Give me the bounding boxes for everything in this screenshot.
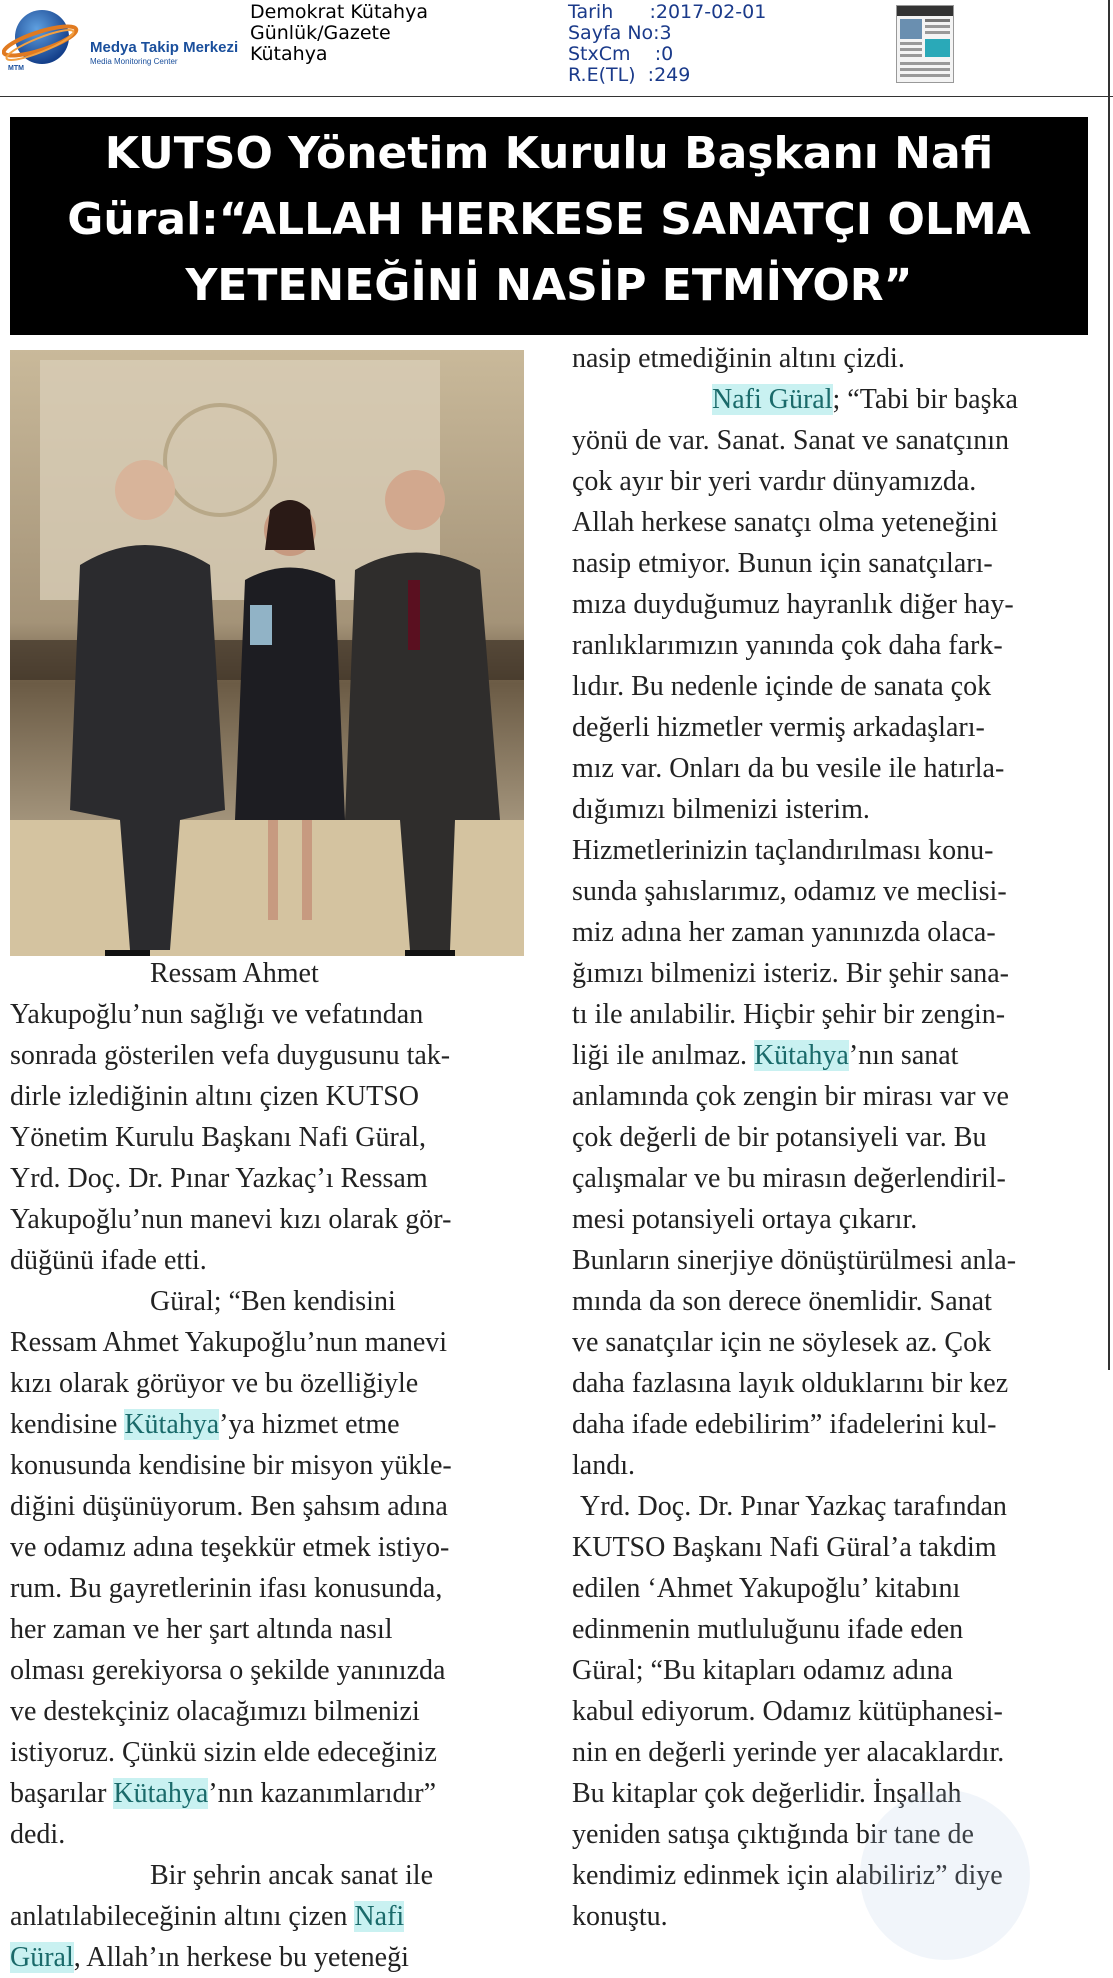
meta-page: Sayfa No:3 [568,22,672,44]
text-span: , Allah’ın herkese bu yeteneği [73,1942,409,1973]
text-line: konusunda kendisine bir misyon yükle- [10,1450,452,1481]
text-line: çok ayır bir yeri vardır dünyamızda. [572,466,977,497]
logo-name: Medya Takip Merkezi [90,39,239,56]
text-line: Allah herkese sanatçı olma yeteneğini [572,507,999,538]
highlight-keyword: Kütahya [124,1409,220,1440]
article-photo [10,350,524,956]
text-line: Yrd. Doç. Dr. Pınar Yazkaç’ı Ressam [10,1163,428,1194]
text-line: dığımızı bilmenizi isterim. [572,794,870,825]
meta-ad-value: R.E(TL) :249 [568,64,691,86]
text-line: Güral; “Ben kendisini [150,1286,396,1317]
text-line: kabul ediyorum. Odamız kütüphanesi- [572,1696,1003,1727]
text-line: Bunların sinerjiye dönüştürülmesi anla- [572,1245,1017,1276]
text-line: edilen ‘Ahmet Yakupoğlu’ kitabını [572,1573,961,1604]
text-line: Yrd. Doç. Dr. Pınar Yazkaç tarafından [580,1491,1007,1522]
text-line: değerli hizmetler vermiş arkadaşları- [572,712,985,743]
text-line [10,1896,525,1937]
text-line [10,1773,525,1814]
text-line: Bir şehrin ancak sanat ile [150,1860,434,1891]
logo-text [90,39,238,66]
text-line: Yönetim Kurulu Başkanı Nafi Güral, [10,1122,427,1153]
watermark-logo [860,1790,1030,1960]
text-span: anlatılabileceğinin altını çizen [10,1901,355,1932]
highlight-keyword: Güral [10,1942,74,1973]
text-line [572,1035,1092,1076]
headline-line-2: Güral:“ALLAH HERKESE SANATÇI OLMA [67,194,1031,245]
text-line: lıdır. Bu nedenle içinde de sanata çok [572,671,992,702]
text-line: ve destekçiniz olacağımızı bilmenizi [10,1696,420,1727]
text-line: Ressam Ahmet Yakupoğlu’nun manevi [10,1327,448,1358]
text-line: sonrada gösterilen vefa duygusunu tak- [10,1040,451,1071]
clipping-meta [568,2,766,86]
text-line: dedi. [10,1819,66,1850]
text-line: istiyoruz. Çünkü sizin elde edeceğiniz [10,1737,437,1768]
text-line: çok değerli de bir potansiyeli var. Bu [572,1122,987,1153]
text-line: ve sanatçılar için ne söylesek az. Çok [572,1327,992,1358]
text-line: Güral; “Bu kitapları odamız adına [572,1655,953,1686]
text-line: olması gerekiyorsa o şekilde yanınızda [10,1655,446,1686]
text-line: konuştu. [572,1901,668,1932]
text-line: çalışmalar ve bu mirasın değerlendiril- [572,1163,1006,1194]
clipping-header [0,0,1113,97]
text-span: kendisine [10,1409,125,1440]
text-line: yönü de var. Sanat. Sanat ve sanatçının [572,425,1009,456]
text-line: rum. Bu gayretlerinin ifası konusunda, [10,1573,443,1604]
highlight-keyword: Kütahya [113,1778,209,1809]
mtm-logo [2,5,247,77]
column-rule [1108,0,1110,1370]
text-span: ; “Tabi bir başka [832,384,1018,415]
highlight-keyword: Nafi Güral [712,384,833,415]
text-line: her zaman ve her şart altında nasıl [10,1614,393,1645]
text-line: diğini düşünüyorum. Ben şahsım adına [10,1491,448,1522]
text-line: mız var. Onları da bu vesile ile hatırla- [572,753,1005,784]
publication-info [250,2,428,65]
text-line [572,379,1092,420]
article-column-left [10,953,525,1978]
text-line: dirle izlediğinin altını çizen KUTSO [10,1081,420,1112]
text-line: ve odamız adına teşekkür etmek istiyo- [10,1532,450,1563]
text-line: daha fazlasına layık olduklarını bir kez [572,1368,1009,1399]
text-line: nasip etmediğinin altını çizdi. [572,343,905,374]
text-line: nasip etmiyor. Bunun için sanatçıları- [572,548,993,579]
text-span: ’ya hizmet etme [219,1409,400,1440]
text-line: anlamında çok zengin bir mirası var ve [572,1081,1009,1112]
text-line: mında da son derece önemlidir. Sanat [572,1286,992,1317]
text-line: miz adına her zaman yanınızda olaca- [572,917,996,948]
text-line: KUTSO Başkanı Nafi Güral’a takdim [572,1532,997,1563]
text-span: başarılar [10,1778,114,1809]
text-line: nin en değerli yerinde yer alacaklardır. [572,1737,1005,1768]
text-line: mesi potansiyeli ortaya çıkarır. [572,1204,918,1235]
text-line: Yakupoğlu’nun manevi kızı olarak gör- [10,1204,452,1235]
text-line: Ressam Ahmet [150,958,319,989]
text-line: mıza duyduğumuz hayranlık diğer hay- [572,589,1014,620]
logo-subtitle: Media Monitoring Center [90,57,178,66]
meta-date: Tarih :2017-02-01 [568,1,767,23]
text-line: edinmenin mutluluğunu ifade eden [572,1614,964,1645]
text-line: Hizmetlerinizin taçlandırılması konu- [572,835,994,866]
highlight-keyword: Nafi [354,1901,405,1932]
text-line: yeniden satışa çıktığında bir tane de [572,1819,974,1850]
text-span: liği ile anılmaz. [572,1040,754,1071]
text-line [10,1404,525,1445]
publication-type: Günlük/Gazete [250,22,391,44]
logo-mark: MTM [8,65,24,72]
text-line: kendimiz edinmek için alabiliriz” diye [572,1860,1003,1891]
text-line: kızı olarak görüyor ve bu özelliğiyle [10,1368,419,1399]
text-span: ’nın sanat [848,1040,959,1071]
headline-line-3: YETENEĞİNİ NASİP ETMİYOR” [185,260,913,311]
highlight-keyword: Kütahya [753,1040,849,1071]
text-line: Bu kitaplar çok değerlidir. İnşallah [572,1778,962,1809]
page-thumbnail-icon[interactable] [896,5,954,83]
text-line: düğünü ifade etti. [10,1245,207,1276]
text-line: Yakupoğlu’nun sağlığı ve vefatından [10,999,424,1030]
text-span: ’nın kazanımlarıdır” [208,1778,437,1809]
text-line [10,1937,525,1978]
article-headline [10,117,1088,335]
publication-name: Demokrat Kütahya [250,1,428,23]
text-line: ğımızı bilmenizi isteriz. Bir şehir sana- [572,958,1009,989]
text-line: tı ile anılabilir. Hiçbir şehir bir zengin- [572,999,1006,1030]
text-line: sunda şahıslarımız, odamız ve meclisi- [572,876,1007,907]
header-divider [0,96,1113,97]
text-line: daha ifade edebilirim” ifadelerini kul- [572,1409,997,1440]
text-line: ranlıklarımızın yanında çok daha fark- [572,630,1003,661]
text-line: landı. [572,1450,635,1481]
article-column-right [572,338,1092,1937]
meta-stxcm: StxCm :0 [568,43,674,65]
publication-city: Kütahya [250,43,328,65]
headline-line-1: KUTSO Yönetim Kurulu Başkanı Nafi [104,128,994,179]
